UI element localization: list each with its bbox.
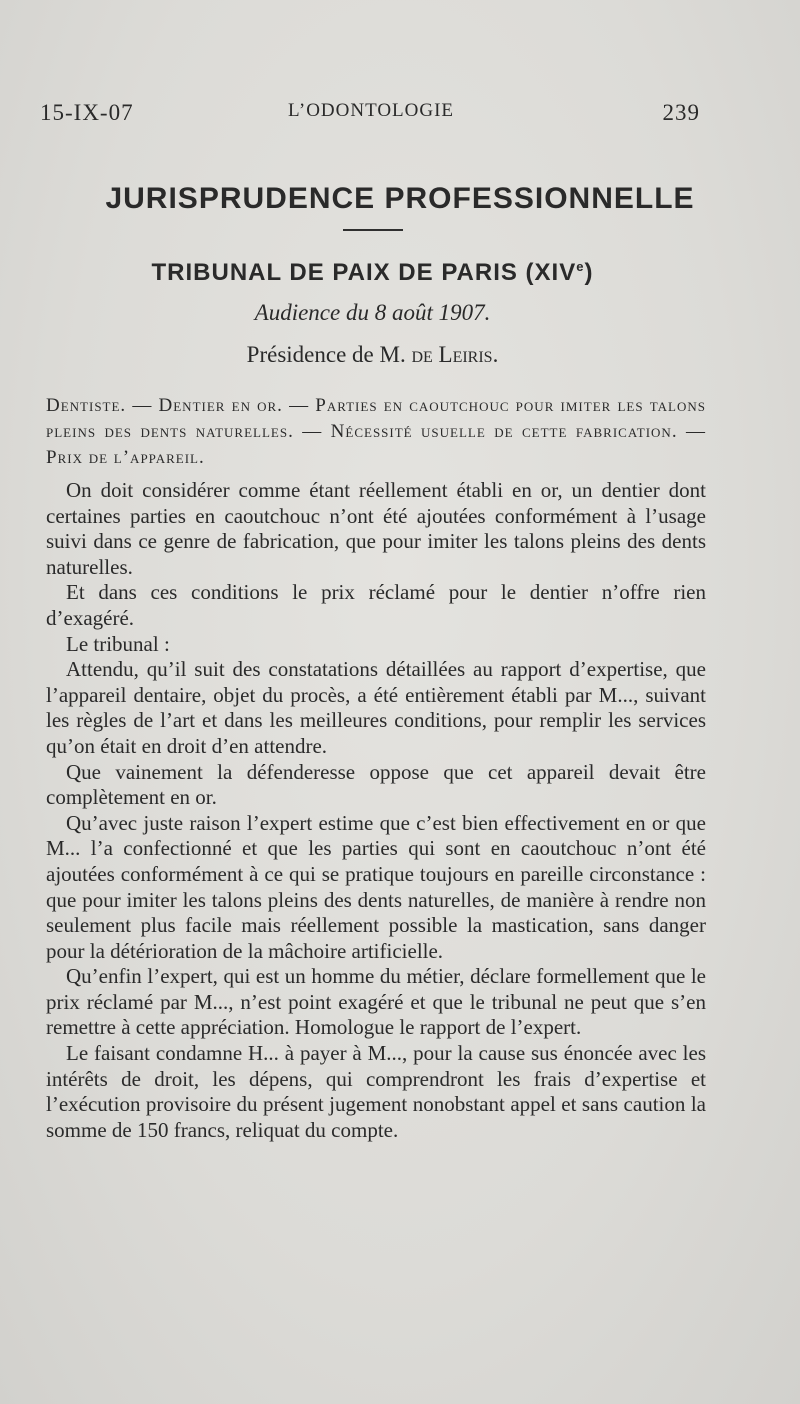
presiding-judge: de Leiris. (411, 342, 499, 367)
court-name: TRIBUNAL DE PAIX DE PARIS (XIV (151, 259, 577, 286)
paragraph: Que vainement la défenderesse oppose que cet appareil devait être complètement en or. (46, 759, 706, 810)
paragraph: Le faisant condamne H... à payer à M..., pour la cause sus énoncée avec les intérêts de droit, les dépens, qui comprendront les frais d’expertise et l’exécution provisoire du présent jugement nonobstant appel et sans caution la somme de 150 francs, reliquat du compte. (46, 1041, 706, 1142)
court-close: ) (584, 259, 594, 286)
section-title: JURISPRUDENCE PROFESSIONNELLE (105, 182, 695, 215)
issue-date: 15-IX-07 (40, 100, 134, 125)
running-head (40, 100, 700, 132)
court-superscript: e (576, 259, 585, 274)
journal-title: L’ODONTOLOGIE (288, 100, 455, 121)
paragraph: On doit considérer comme étant réellement établi en or, un dentier dont certaines parties en caoutchouc n’ont été ajoutées conformément à l’usage suivi dans ce genre de fabrication, que pour imiter les talons pleins des dents naturelles. (46, 478, 706, 579)
paragraph: Qu’avec juste raison l’expert estime que c’est bien effectivement en or que M... l’a confectionné et que les parties qui sont en caoutchouc n’ont été ajoutées conformément à ce qui se pratique toujours en pareille circonstance : que pour imiter les talons pleins des dents naturelles, de manière à rendre non seulement plus facile mais réellement possible la mastication, sans danger pour la détérioration de la mâchoire artificielle. (46, 810, 706, 963)
title-rule (343, 229, 403, 231)
page-number: 239 (662, 100, 700, 125)
paragraph: Qu’enfin l’expert, qui est un homme du métier, déclare formellement que le prix réclamé par M..., n’est point exagéré et que le tribunal ne peut que s’en remettre à cette appréciation. Homologue le rapport de l’expert. (46, 964, 706, 1040)
court-heading (0, 259, 745, 287)
paragraph: Et dans ces conditions le prix réclamé pour le dentier n’offre rien d’exagéré. (46, 580, 706, 630)
presidence-prefix: Présidence de M. (246, 342, 406, 367)
paragraph: Le tribunal : (66, 631, 170, 656)
presidence (0, 342, 745, 368)
paragraph: Attendu, qu’il suit des constatations détaillées au rapport d’expertise, que l’appareil dentaire, objet du procès, a été entièrement établi par M..., suivant les règles de l’art et dans les meilleures conditions, pour remplir les services qu’on était en droit d’en attendre. (46, 657, 706, 758)
audience-date: Audience du 8 août 1907. (254, 300, 491, 325)
judgment-text (46, 478, 706, 1143)
case-summary: Dentiste. — Dentier en or. — Parties en caoutchouc pour imiter les talons pleins des dents naturelles. — Nécessité usuelle de cette fabrication. — Prix de l’appareil. (46, 395, 706, 468)
